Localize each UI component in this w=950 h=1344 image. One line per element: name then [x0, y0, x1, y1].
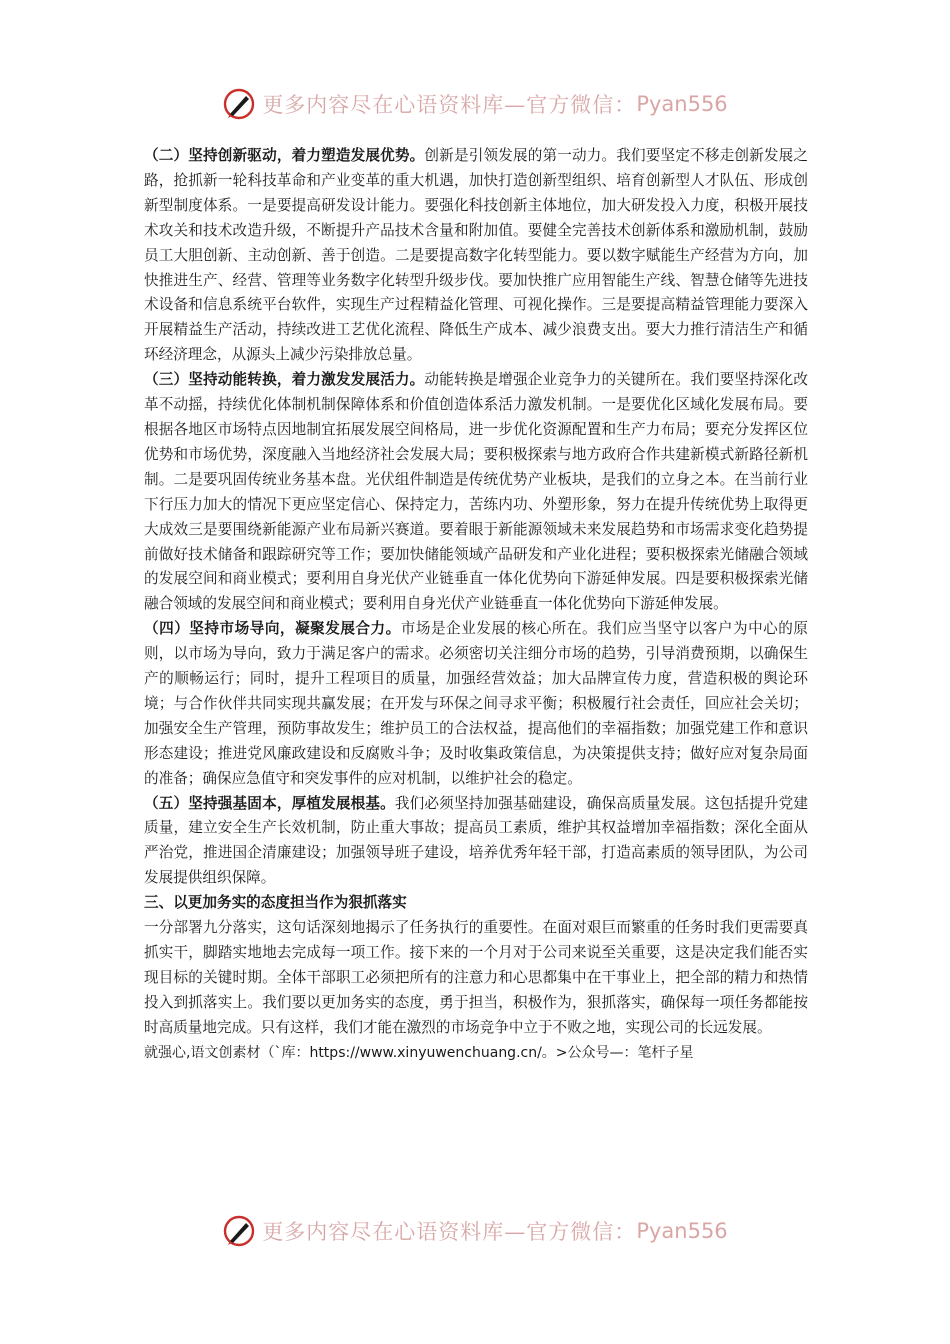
banner-wechat-id: Pyan556	[636, 92, 728, 116]
section-four	[144, 617, 808, 791]
section-two	[144, 144, 808, 368]
section-five-body: 我们必须坚持加强基础建设，确保高质量发展。这包括提升党建质量，建立安全生产长效机制，防止重大事故；提高员工素质，维护其权益增加幸福指数；深化全面从严治党，推进国企清廉建设；加强领导班子建设，培养优秀年轻干部，打造高素质的领导团队，为公司发展提供组织保障。	[144, 794, 808, 887]
banner-text: 更多内容尽在心语资料库—官方微信：	[262, 1220, 637, 1244]
section-three-body: 动能转换是增强企业竞争力的关键所在。我们要坚持深化改革不动摇，持续优化体制机制保障体系和价值创造体系活力激发机制。一是要优化区域化发展布局。要根据各地区市场特点因地制宜拓展发展空间格局，进一步优化资源配置和生产力布局；要充分发挥区位优势和市场优势，深度融入当地经济社会发展大局；要积极探索与地方政府合作共建新模式新路径新机制。二是要巩固传统业务基本盘。光伏组件制造是传统优势产业板块，是我们的立身之本。在当前行业下行压力加大的情况下更应坚定信心、保持定力，苦练内功、外塑形象，努力在提升传统优势上取得更大成效三是要围绕新能源产业布局新兴赛道。要着眼于新能源领域未来发展趋势和市场需求变化趋势提前做好技术储备和跟踪研究等工作；要加快储能领域产品研发和产业化进程；要积极探索光储融合领域的发展空间和商业模式；要利用自身光伏产业链垂直一体化优势向下游延伸发展。四是要积极探索光储融合领域的发展空间和商业模式；要利用自身光伏产业链垂直一体化优势向下游延伸发展。	[144, 371, 808, 613]
section-four-title: （四）坚持市场导向，凝聚发展合力。	[144, 620, 401, 638]
pen-logo-icon	[222, 87, 256, 121]
section-four-body: 市场是企业发展的核心所在。我们应当坚守以客户为中心的原则，以市场为导向，致力于满足客户的需求。必须密切关注细分市场的趋势，引导消费预期，以确保生产的顺畅运行；同时，提升工程项目的质量，加强经营效益；加大品牌宣传力度，营造积极的舆论环境；与合作伙伴共同实现共赢发展；在开发与环保之间寻求平衡；积极履行社会责任，回应社会关切；加强安全生产管理，预防事故发生；维护员工的合法权益，提高他们的幸福指数；加强党建工作和意识形态建设；推进党风廉政建设和反腐败斗争；及时收集政策信息，为决策提供支持；做好应对复杂局面的准备；确保应急值守和突发事件的应对机制，以维护社会的稳定。	[144, 620, 808, 787]
section-five-title: （五）坚持强基固本，厚植发展根基。	[144, 794, 395, 812]
footer-watermark-banner	[0, 1211, 950, 1251]
banner-text: 更多内容尽在心语资料库—官方微信：	[262, 93, 637, 117]
banner-wechat-id: Pyan556	[636, 1219, 728, 1243]
section-five	[144, 792, 808, 892]
section-three	[144, 368, 808, 617]
section-three-title: （三）坚持动能转换，着力激发发展活力。	[144, 371, 425, 389]
pen-logo-icon	[222, 1214, 256, 1248]
part-three-body: 一分部署九分落实，这句话深刻地揭示了任务执行的重要性。在面对艰巨而繁重的任务时我们更需要真抓实干，脚踏实地地去完成每一项工作。接下来的一个月对于公司来说至关重要，这是决定我们能否实现目标的关键时期。全体干部职工必须把所有的注意力和心思都集中在干事业上，把全部的精力和热情投入到抓落实上。我们要以更加务实的态度，勇于担当，积极作为，狠抓落实，确保每一项任务都能按时高质量地完成。只有这样，我们才能在激烈的市场竞争中立于不败之地，实现公司的长远发展。	[144, 919, 808, 1036]
section-two-title: （二）坚持创新驱动，着力塑造发展优势。	[144, 147, 425, 164]
document-body	[144, 144, 808, 1066]
part-three-heading: 三、以更加务实的态度担当作为狠抓落实	[144, 894, 407, 912]
section-two-body: 创新是引领发展的第一动力。我们要坚定不移走创新发展之路，抢抓新一轮科技革命和产业变革的重大机遇，加快打造创新型组织、培育创新型人才队伍、形成创新型制度体系。一是要提高研发设计能力。要强化科技创新主体地位，加大研发投入力度，积极开展技术攻关和技术改造升级，不断提升产品技术含量和附加值。要健全完善技术创新体系和激励机制，鼓励员工大胆创新、主动创新、善于创造。二是要提高数字化转型能力。要以数字赋能生产经营为方向，加快推进生产、经营、管理等业务数字化转型升级步伐。要加快推广应用智能生产线、智慧仓储等先进技术设备和信息系统平台软件，实现生产过程精益化管理、可视化操作。三是要提高精益管理能力要深入开展精益生产活动，持续改进工艺优化流程、降低生产成本、减少浪费支出。要大力推行清洁生产和循环经济理念，从源头上减少污染排放总量。	[144, 147, 808, 364]
header-watermark-banner	[0, 84, 950, 124]
source-line: 就强心,语文创素材（`库：https://www.xinyuwenchuang.cn/。>公众号—：笔杆子星	[144, 1044, 694, 1061]
